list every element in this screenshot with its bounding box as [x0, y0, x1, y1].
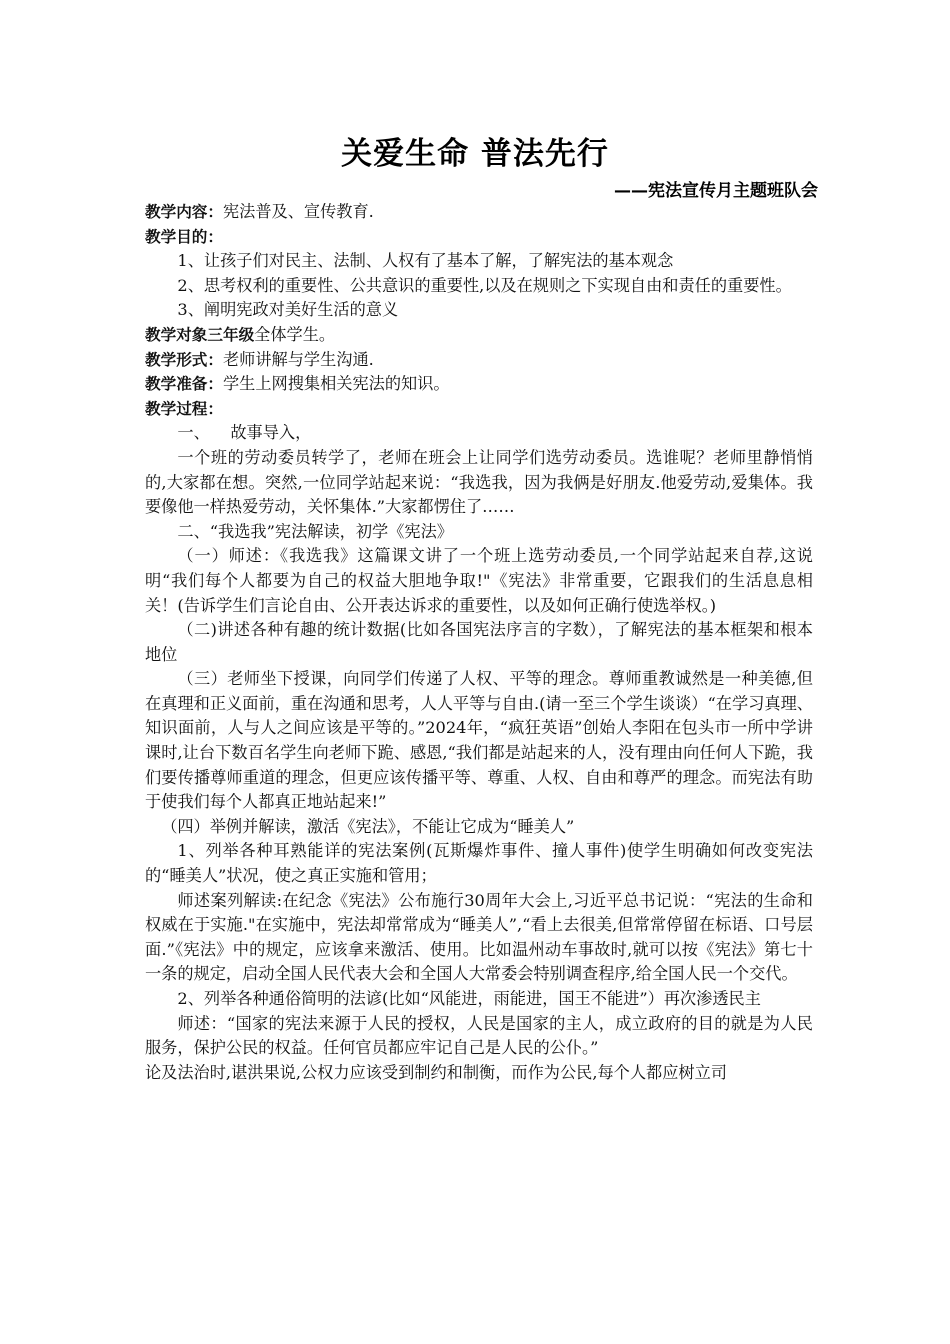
prep-label: 教学准备： [145, 375, 223, 394]
section-1-heading: 一、 故事导入， [177, 423, 312, 443]
section-2-paragraph-5: 1、列举各种耳熟能详的宪法案例(瓦斯爆炸事件、撞人事件)使学生明确如何改变宪法的“睡美人”状况，使之真正实施和管用； [145, 841, 813, 886]
content-line [145, 200, 813, 225]
prep-value: 学生上网搜集相关宪法的知识。 [222, 374, 450, 394]
target-label: 教学对象三年级 [145, 325, 255, 344]
goal-label: 教学目的： [145, 227, 223, 246]
content-label: 教学内容： [145, 203, 223, 221]
goal-line [145, 225, 813, 250]
goal-item-1: 1、让孩子们对民主、法制、人权有了基本了解，了解宪法的基本观念 [177, 251, 674, 271]
content-value: 宪法普及、宣传教育. [222, 202, 374, 221]
target-line [145, 323, 813, 348]
document-body [145, 200, 813, 1085]
section-2-paragraph-1: （一）师述：《我选我》这篇课文讲了一个班上选劳动委员,一个同学站起来自荐,这说明“我们每个人都要为自己的权益大胆地争取!"《宪法》非常重要，它跟我们的生活息息相关！(告诉学生们言论自由、公开表达诉求的重要性，以及如何正确行使选举权。) [145, 546, 813, 615]
section-2-paragraph-4: （四）举例并解读，激活《宪法》，不能让它成为“睡美人” [161, 816, 575, 836]
section-1-text: 一个班的劳动委员转学了，老师在班会上让同学们选劳动委员。选谁呢？老师里静悄悄的,大家都在想。突然,一位同学站起来说：“我选我，因为我俩是好朋友.他爱劳动,爱集体。我要像他一样热爱劳动，关怀集体.”大家都愣住了…… [145, 447, 813, 517]
prep-line [145, 372, 813, 397]
form-label: 教学形式： [145, 350, 223, 369]
goal-item-3: 3、阐明宪政对美好生活的意义 [177, 300, 399, 320]
goal-item-2: 2、思考权利的重要性、公共意识的重要性,以及在规则之下实现自由和责任的重要性。 [177, 275, 792, 295]
document-title: 关爱生命 普法先行 [341, 136, 609, 172]
section-2-paragraph-7: 2、列举各种通俗简明的法谚(比如“风能进，雨能进，国王不能进”）再次渗透民主 [177, 989, 761, 1008]
form-value: 老师讲解与学生沟通. [222, 349, 374, 369]
process-label: 教学过程： [145, 399, 223, 418]
section-2-paragraph-2: （二)讲述各种有趣的统计数据(比如各国宪法序言的字数），了解宪法的基本框架和根本地位 [145, 620, 813, 664]
section-2-paragraph-6: 师述案列解读:在纪念《宪法》公布施行30周年大会上,习近平总书记说：“宪法的生命和权威在于实施."在实施中，宪法却常常成为“睡美人”,“看上去很美,但常常停留在标语、口号层面.”《宪法》中的规定，应该拿来激活、使用。比如温州动车事故时,就可以按《宪法》第七十一条的规定，启动全国人民代表大会和全国人大常委会特别调查程序,给全国人民一个交代。 [145, 890, 813, 984]
process-line [145, 397, 813, 422]
target-value: 全体学生。 [254, 324, 336, 344]
section-2-paragraph-3: （三）老师坐下授课，向同学们传递了人权、平等的理念。尊师重教诚然是一种美德,但在真理和正义面前，重在沟通和思考，人人平等与自由.(请一至三个学生谈谈）“在学习真理、知识面前，人与人之间应该是平等的。”2024年，“疯狂英语”创始人李阳在包头市一所中学讲课时,让台下数百名学生向老师下跪、感恩,“我们都是站起来的人，没有理由向任何人下跪，我们要传播尊师重道的理念，但更应该传播平等、尊重、人权、自由和尊严的理念。而宪法有助于使我们每个人都真正地站起来!” [145, 669, 813, 812]
section-2-paragraph-8: 师述：“国家的宪法来源于人民的授权，人民是国家的主人，成立政府的目的就是为人民服务，保护公民的权益。任何官员都应牢记自己是人民的公仆。” [145, 1013, 813, 1058]
section-2-heading: 二、“我选我”宪法解读，初学《宪法》 [177, 521, 453, 541]
section-2-paragraph-9: 论及法治时,谌洪果说,公权力应该受到制约和制衡，而作为公民,每个人都应树立司 [145, 1062, 727, 1082]
form-line [145, 348, 813, 373]
document-subtitle: ——宪法宣传月主题班队会 [614, 181, 818, 201]
